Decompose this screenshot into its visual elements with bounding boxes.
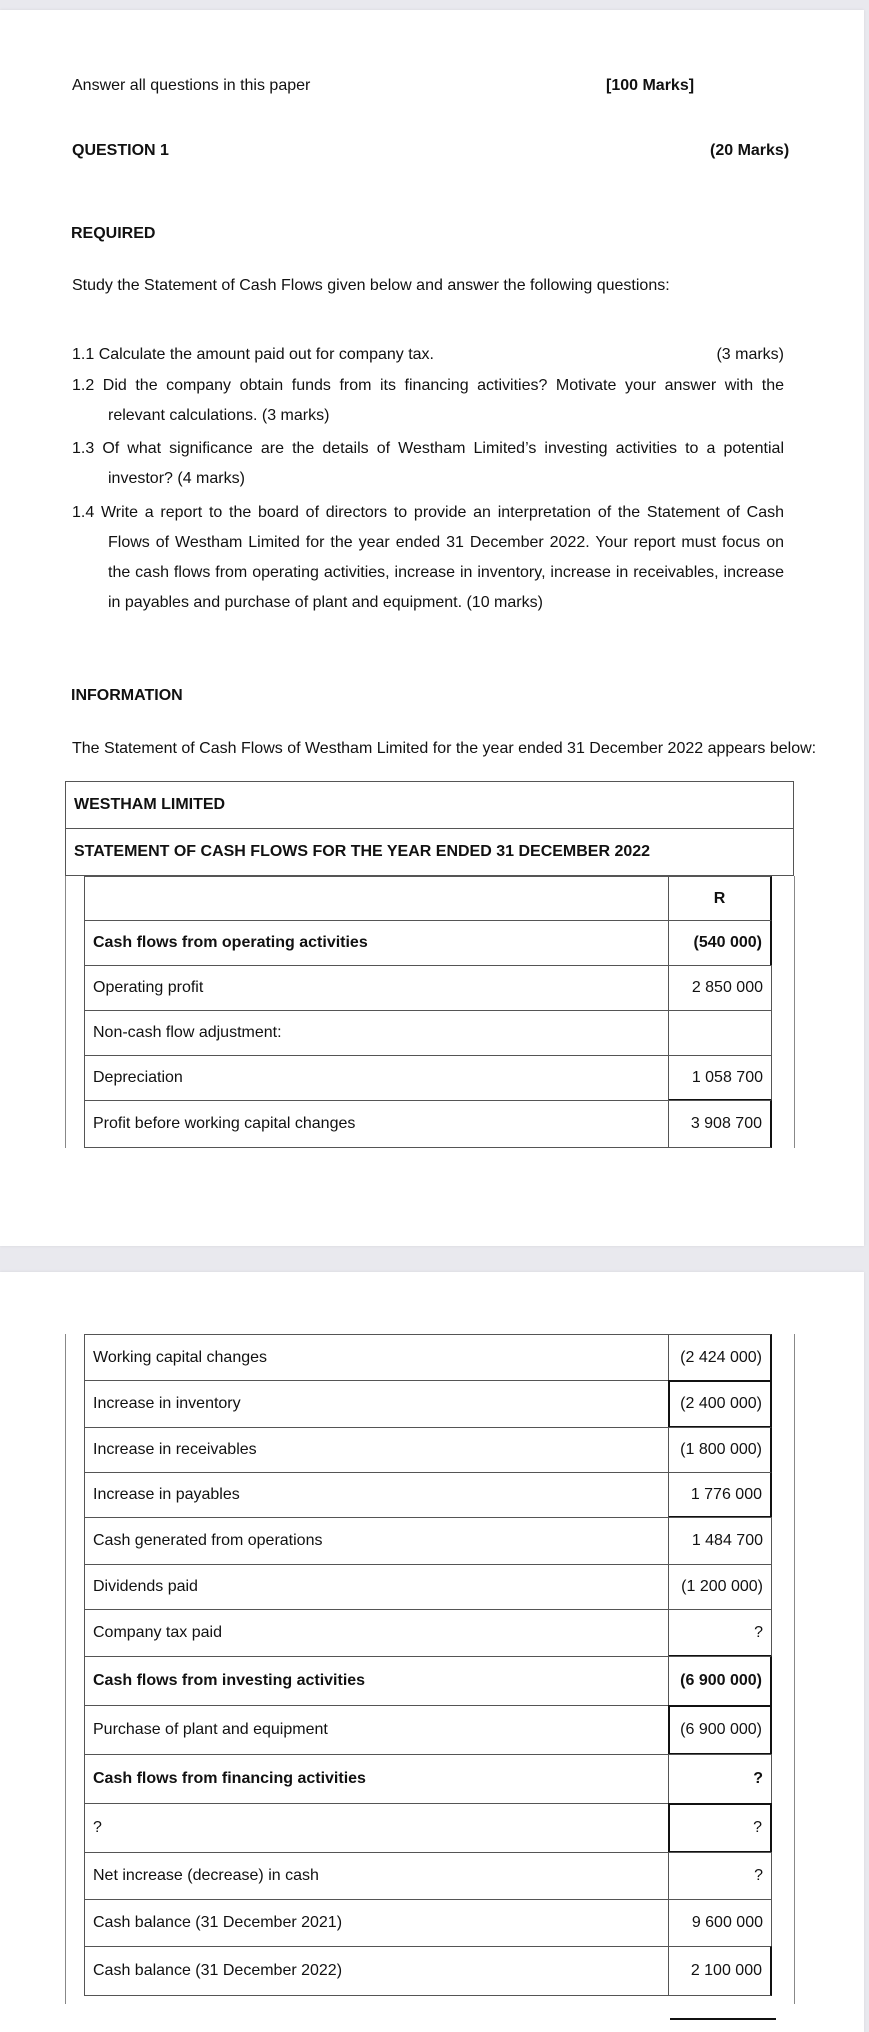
information-heading: INFORMATION [71, 687, 183, 704]
question-marks: (20 Marks) [710, 142, 790, 159]
row-value: 1 058 700 [668, 1055, 772, 1101]
intro-text: Study the Statement of Cash Flows given below and answer the following questions: [72, 277, 670, 294]
row-label: Cash flows from operating activities [84, 920, 669, 966]
table-header-label [84, 876, 669, 921]
statement-title: STATEMENT OF CASH FLOWS FOR THE YEAR ENDED 31 DECEMBER 2022 [74, 843, 651, 860]
table-row [84, 1055, 772, 1101]
row-label: Net increase (decrease) in cash [84, 1852, 669, 1900]
table-row [84, 1852, 772, 1900]
table-row [84, 1380, 772, 1428]
row-value: ? [668, 1754, 772, 1804]
table-row [84, 1517, 772, 1565]
total-underline [670, 2018, 776, 2020]
statement-title-box [65, 828, 794, 876]
row-label: Dividends paid [84, 1564, 669, 1610]
question-item-text: 1.4 Write a report to the board of directors to provide an interpretation of the Statement of Cash Flows of Westham Limited for the year ended 31 December 2022. Your report must focus on the cash flows from operating activities, increase in inventory, increase in receivables, increase in payables and purchase of plant and equipment. (10 marks) [72, 504, 784, 611]
row-label: Working capital changes [84, 1334, 669, 1381]
row-value: (540 000) [668, 920, 772, 966]
table-row [84, 1334, 772, 1381]
exam-page-1 [0, 10, 864, 1246]
row-label: Purchase of plant and equipment [84, 1705, 669, 1755]
row-value: (6 900 000) [668, 1705, 772, 1755]
table-row [84, 1754, 772, 1804]
row-value: 2 850 000 [668, 965, 772, 1011]
row-value [668, 1010, 772, 1056]
row-value: ? [668, 1609, 772, 1657]
table-header-row [84, 876, 772, 921]
row-label: Cash balance (31 December 2021) [84, 1899, 669, 1947]
question-item-1-3 [72, 434, 784, 494]
row-label: Cash flows from investing activities [84, 1656, 669, 1706]
currency-header: R [668, 876, 772, 921]
row-label: Cash balance (31 December 2022) [84, 1946, 669, 1996]
table-row [84, 1705, 772, 1755]
row-label: Company tax paid [84, 1609, 669, 1657]
question-item-text: 1.3 Of what significance are the details of Westham Limited’s investing activities to a potential investor? (4 marks) [72, 440, 784, 487]
row-value: (2 424 000) [668, 1334, 772, 1381]
row-value: (2 400 000) [668, 1380, 772, 1428]
information-text: The Statement of Cash Flows of Westham Limited for the year ended 31 December 2022 appears below: [72, 740, 817, 757]
row-value: 1 776 000 [668, 1472, 772, 1518]
row-label: Profit before working capital changes [84, 1100, 669, 1148]
row-value: ? [668, 1852, 772, 1900]
table-row [84, 1472, 772, 1518]
table-row [84, 1427, 772, 1473]
question-item-marks: (3 marks) [716, 346, 784, 363]
question-item-1-2 [72, 371, 784, 431]
row-value: 2 100 000 [668, 1946, 772, 1996]
row-label: ? [84, 1803, 669, 1853]
row-value: (1 200 000) [668, 1564, 772, 1610]
company-name: WESTHAM LIMITED [74, 796, 226, 813]
question-title: QUESTION 1 [72, 142, 169, 159]
question-item-1-1 [72, 340, 784, 370]
table-row [84, 1803, 772, 1853]
instruction-text: Answer all questions in this paper [72, 77, 311, 94]
question-item-text: 1.1 Calculate the amount paid out for company tax. [72, 346, 434, 363]
row-label: Increase in inventory [84, 1380, 669, 1428]
row-value: 3 908 700 [668, 1100, 772, 1148]
exam-page-2 [0, 1272, 864, 2032]
table-row [84, 1946, 772, 1996]
question-item-text: 1.2 Did the company obtain funds from its financing activities? Motivate your answer with the relevant calculations. (3 marks) [72, 377, 784, 424]
table-row [84, 965, 772, 1011]
table-row [84, 1656, 772, 1706]
row-value: 1 484 700 [668, 1517, 772, 1565]
question-item-1-4 [72, 498, 784, 618]
row-value: (1 800 000) [668, 1427, 772, 1473]
total-marks: [100 Marks] [606, 77, 695, 94]
company-name-box [65, 781, 794, 829]
table-row [84, 1010, 772, 1056]
row-label: Cash generated from operations [84, 1517, 669, 1565]
row-value: 9 600 000 [668, 1899, 772, 1947]
row-label: Non-cash flow adjustment: [84, 1010, 669, 1056]
row-label: Operating profit [84, 965, 669, 1011]
table-row [84, 920, 772, 966]
table-row [84, 1609, 772, 1657]
row-label: Depreciation [84, 1055, 669, 1101]
row-label: Increase in receivables [84, 1427, 669, 1473]
row-value: (6 900 000) [668, 1656, 772, 1706]
row-label: Increase in payables [84, 1472, 669, 1518]
table-row [84, 1564, 772, 1610]
row-value: ? [668, 1803, 772, 1853]
required-heading: REQUIRED [71, 225, 156, 242]
table-row [84, 1899, 772, 1947]
table-row [84, 1100, 772, 1148]
row-label: Cash flows from financing activities [84, 1754, 669, 1804]
